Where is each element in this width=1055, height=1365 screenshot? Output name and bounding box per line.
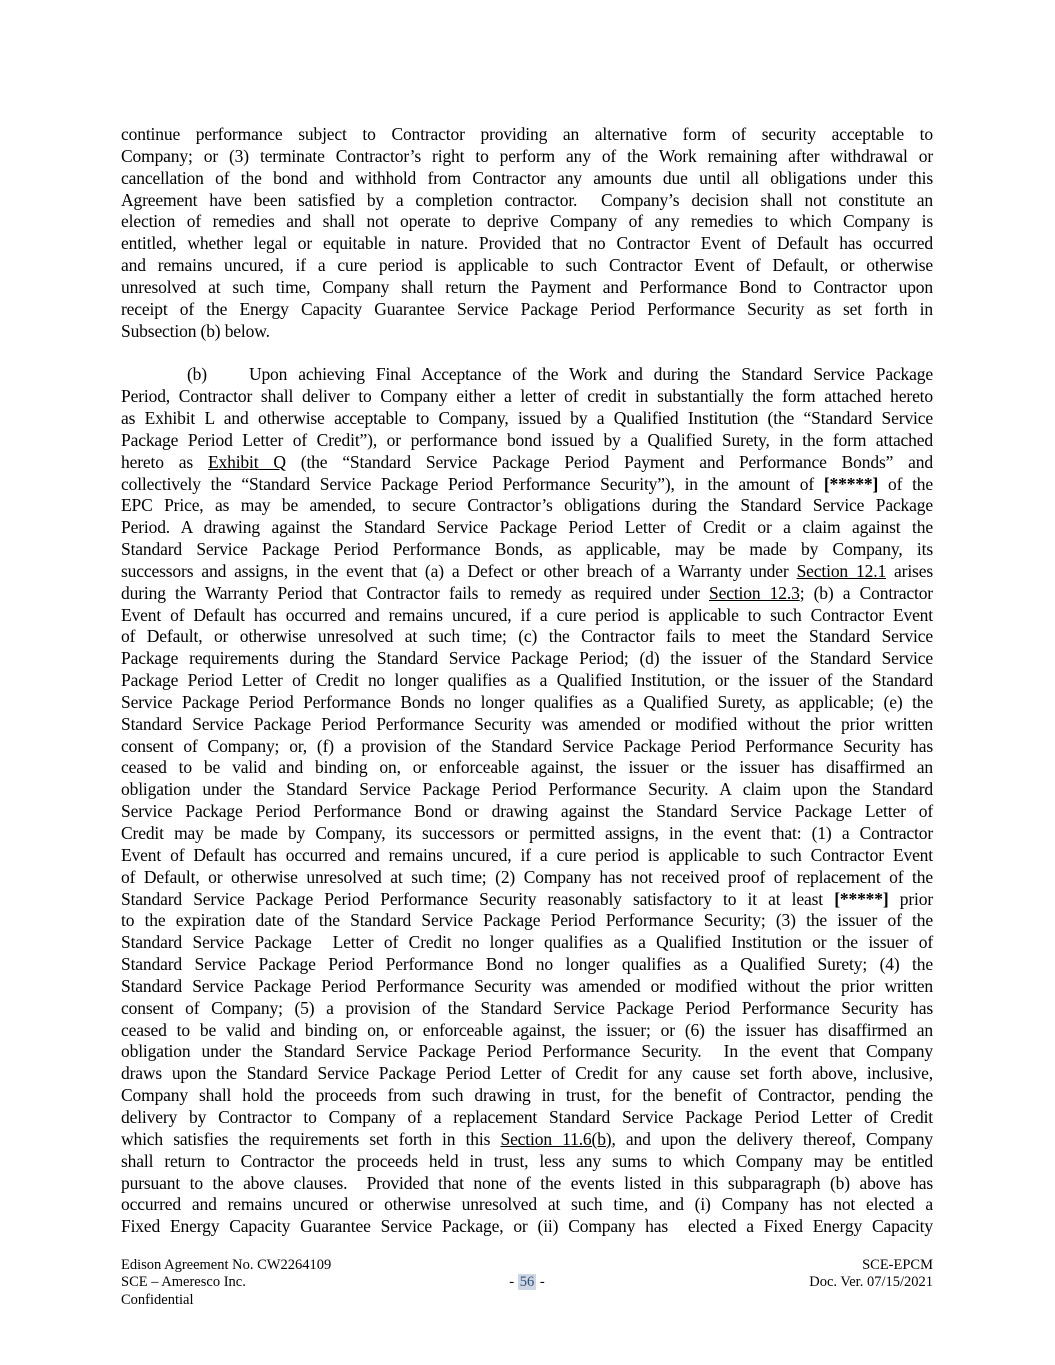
text-segment: during the Warranty Period that Contractor fails to remedy as required under — [121, 582, 710, 603]
text-segment: unresolved at such time, Company shall return the Payment and Performance Bond to Contractor upon — [121, 276, 933, 297]
text-segment: successors and assigns, in the event that (a) a Defect or other breach of a Warranty under — [121, 560, 797, 581]
text-segment: hereto as — [121, 451, 208, 472]
text-line — [121, 910, 933, 932]
text-line — [121, 1063, 933, 1085]
text-segment: Company shall hold the proceeds from such drawing in trust, for the benefit of Contractor, pending the — [121, 1085, 933, 1106]
text-line — [121, 932, 933, 954]
text-segment: entitled, whether legal or equitable in nature. Provided that no Contractor Event of Default has occurred — [121, 233, 933, 254]
text-line — [121, 1107, 933, 1129]
text-line — [121, 998, 933, 1020]
text-line — [121, 1151, 933, 1173]
text-segment: Period. A drawing against the Standard Service Package Period Letter of Credit or a claim against the — [121, 517, 933, 538]
text-segment: Credit may be made by Company, its successors or permitted assigns, in the event that: (1) a Contractor — [121, 823, 933, 843]
text-segment: draws upon the Standard Service Package Period Letter of Credit for any cause set forth above, inclusive, — [121, 1063, 933, 1084]
text-segment: to the expiration date of the Standard Service Package Period Performance Security; (3) the issuer of the — [121, 910, 933, 931]
footer-parties: SCE – Ameresco Inc. — [121, 1274, 246, 1291]
tab-space — [207, 379, 249, 380]
text-segment: Standard Service Package Period Performance Security was amended or modified without the prior written — [121, 713, 933, 734]
paragraph — [121, 124, 933, 342]
text-line — [121, 583, 933, 605]
text-line — [121, 299, 933, 321]
text-line — [121, 430, 933, 452]
text-segment: election of remedies and shall not operate to deprive Company of any remedies to which Company is — [121, 211, 933, 232]
text-segment: collectively the “Standard Service Package Period Performance Security”), in the amount of — [121, 473, 824, 494]
text-line — [121, 889, 933, 911]
text-line — [121, 255, 933, 277]
text-segment: Period, Contractor shall deliver to Company either a letter of credit in substantially the form attached hereto — [121, 386, 933, 407]
text-segment: arises — [886, 560, 933, 581]
text-line — [121, 124, 933, 146]
page-number-field: 56 — [519, 1274, 535, 1290]
text-line — [121, 757, 933, 779]
text-line — [121, 867, 933, 889]
text-segment: Company; or (3) terminate Contractor’s right to perform any of the Work remaining after withdrawal or — [121, 145, 933, 166]
text-segment: Standard Service Package Period Performance Security reasonably satisfactory to it at least — [121, 888, 835, 909]
text-segment: obligation under the Standard Service Package Period Performance Security. A claim upon the Standard — [121, 779, 933, 800]
text-line — [121, 190, 933, 212]
text-segment: Fixed Energy Capacity Guarantee Service Package, or (ii) Company has elected a Fixed Energy Capacity — [121, 1216, 933, 1237]
text-segment: Service Package Period Performance Bonds no longer qualifies as a Qualified Surety, as applicable; (e) the — [121, 691, 933, 712]
footer-right-block — [809, 1257, 933, 1292]
text-line — [121, 1020, 933, 1042]
text-line — [121, 714, 933, 736]
text-segment: which satisfies the requirements set forth in this — [121, 1128, 501, 1149]
text-line — [121, 845, 933, 867]
text-line — [121, 954, 933, 976]
text-segment: Package Period Letter of Credit no longer qualifies as a Qualified Institution, or the issuer of the Standard — [121, 670, 933, 691]
text-segment: of Default, or otherwise unresolved at such time; (2) Company has not received proof of replacement of the — [121, 866, 933, 887]
section-reference: Exhibit Q — [207, 451, 286, 472]
text-segment: Upon achieving Final Acceptance of the Work and during the Standard Service Package — [248, 364, 933, 385]
text-line — [121, 670, 933, 692]
text-line — [121, 605, 933, 627]
text-line — [121, 146, 933, 168]
text-segment: Package Period Letter of Credit”), or performance bond issued by a Qualified Surety, in the form attached — [121, 429, 933, 450]
text-line — [121, 1216, 933, 1238]
text-segment: Standard Service Package Period Performance Bonds, as applicable, may be made by Company, its — [121, 539, 933, 560]
text-line — [121, 692, 933, 714]
page-number-suffix: - — [536, 1274, 545, 1290]
text-line — [121, 364, 933, 386]
text-segment: ; (b) a Contractor — [799, 582, 933, 603]
text-line — [121, 1173, 933, 1195]
text-segment: of Default, or otherwise unresolved at such time; (c) the Contractor fails to meet the Standard Service — [121, 626, 933, 647]
text-segment: delivery by Contractor to Company of a replacement Standard Service Package Period Letter of Credit — [121, 1106, 933, 1127]
text-segment: ceased to be valid and binding on, or enforceable against, the issuer; or (6) the issuer has disaffirmed an — [121, 1019, 933, 1040]
footer-doc-type: SCE-EPCM — [862, 1257, 933, 1273]
text-segment: consent of Company; (5) a provision of the Standard Service Package Period Performance Security has — [121, 997, 933, 1018]
text-segment: prior — [888, 888, 934, 909]
text-line — [121, 1085, 933, 1107]
text-line — [121, 626, 933, 648]
text-line — [121, 561, 933, 583]
text-segment: consent of Company; or, (f) a provision of the Standard Service Package Period Performance Security has — [121, 735, 933, 756]
text-segment: Standard Service Package Letter of Credit no longer qualifies as a Qualified Institution or the issuer of — [121, 932, 933, 953]
text-segment: continue performance subject to Contractor providing an alternative form of security acceptable to — [121, 124, 933, 144]
redacted-amount: [*****] — [834, 888, 889, 909]
text-segment: as Exhibit L and otherwise acceptable to Company, issued by a Qualified Institution (the “Standard Service — [121, 407, 933, 428]
text-segment: Service Package Period Performance Bond or drawing against the Standard Service Package Letter of — [121, 801, 933, 822]
section-reference: Section 11.6(b) — [500, 1128, 612, 1149]
text-line — [121, 495, 933, 517]
text-line — [121, 474, 933, 496]
text-line — [121, 976, 933, 998]
text-line — [121, 648, 933, 670]
document-body — [121, 124, 933, 1238]
text-segment: , and upon the delivery thereof, Company — [611, 1128, 933, 1149]
text-segment: obligation under the Standard Service Package Period Performance Security. In the event that Company — [121, 1041, 933, 1062]
text-line — [121, 823, 933, 845]
text-line — [121, 517, 933, 539]
text-line — [121, 386, 933, 408]
footer-agreement-number: Edison Agreement No. CW2264109 — [121, 1257, 332, 1273]
text-segment: Standard Service Package Period Performance Bond no longer qualifies as a Qualified Surety; (4) the — [121, 954, 933, 975]
text-segment: of the — [878, 473, 933, 494]
text-line — [121, 452, 933, 474]
text-segment: cancellation of the bond and withhold from Contractor any amounts due until all obligations under this — [121, 167, 933, 188]
text-line — [121, 1194, 933, 1216]
text-segment: (the “Standard Service Package Period Payment and Performance Bonds” and — [285, 451, 933, 472]
text-segment: and remains uncured, if a cure period is applicable to such Contractor Event of Default, or otherwise — [121, 255, 933, 276]
footer-confidential-label: Confidential — [121, 1291, 194, 1308]
text-segment: Agreement have been satisfied by a completion contractor. Company’s decision shall not constitute an — [121, 189, 933, 210]
footer-doc-version: Doc. Ver. 07/15/2021 — [809, 1274, 933, 1291]
text-line — [121, 1041, 933, 1063]
text-segment: Subsection (b) below. — [121, 320, 270, 341]
text-line — [121, 779, 933, 801]
text-line — [121, 801, 933, 823]
text-line — [121, 321, 933, 343]
text-line — [121, 1129, 933, 1151]
text-segment: EPC Price, as may be amended, to secure Contractor’s obligations during the Standard Service Package — [121, 495, 933, 516]
text-segment: Standard Service Package Period Performance Security was amended or modified without the prior written — [121, 975, 933, 996]
text-segment: Event of Default has occurred and remains uncured, if a cure period is applicable to such Contractor Event — [121, 604, 933, 625]
paragraph — [121, 364, 933, 1238]
text-segment: Event of Default has occurred and remains uncured, if a cure period is applicable to such Contractor Event — [121, 844, 933, 865]
tab-space — [121, 379, 187, 380]
page-number-prefix: - — [509, 1274, 518, 1290]
text-line — [121, 277, 933, 299]
section-reference: Section 12.1 — [796, 560, 887, 581]
text-line — [121, 211, 933, 233]
text-segment: ceased to be valid and binding on, or enforceable against, the issuer or the issuer has disaffirmed an — [121, 757, 933, 778]
text-line — [121, 408, 933, 430]
text-line — [121, 233, 933, 255]
redacted-amount: [*****] — [823, 473, 879, 494]
text-segment: Package requirements during the Standard Service Package Period; (d) the issuer of the Standard Service — [121, 648, 933, 669]
text-segment: occurred and remains uncured or otherwise unresolved at such time, and (i) Company has not elected a — [121, 1194, 933, 1215]
section-reference: Section 12.3 — [709, 582, 800, 603]
text-segment: (b) — [187, 364, 207, 385]
text-line — [121, 736, 933, 758]
text-line — [121, 539, 933, 561]
text-segment: pursuant to the above clauses. Provided that none of the events listed in this subparagraph (b) above has — [121, 1172, 933, 1193]
text-segment: receipt of the Energy Capacity Guarantee Service Package Period Performance Security as set forth in — [121, 298, 933, 319]
text-line — [121, 168, 933, 190]
text-segment: shall return to Contractor the proceeds held in trust, less any sums to which Company may be entitled — [121, 1150, 933, 1171]
